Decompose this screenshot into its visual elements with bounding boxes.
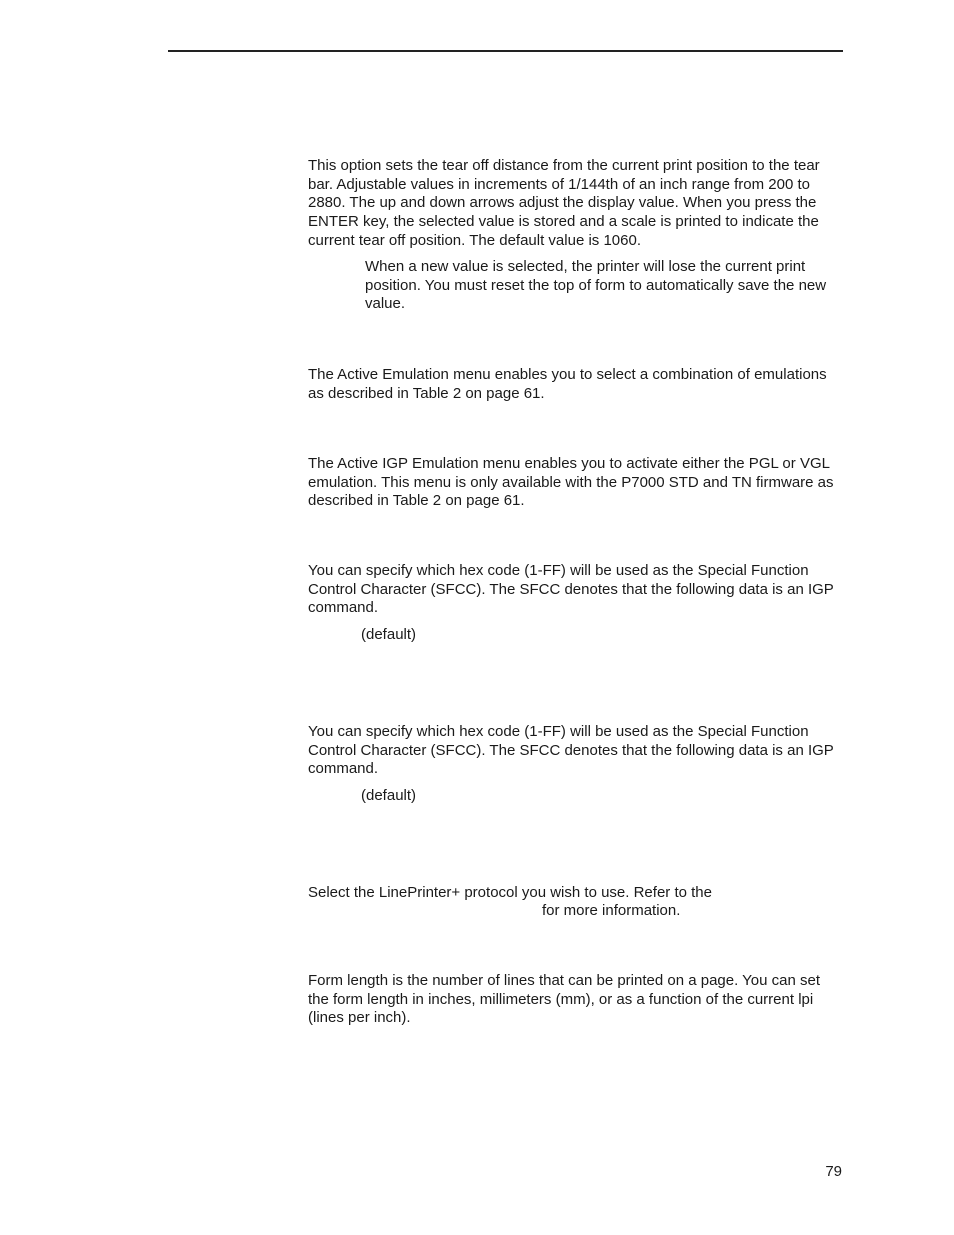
form-length-paragraph: Form length is the number of lines that can be printed on a page. You can set the form length in inches, millimeters (mm), or as a function of the current lpi (lines per inch). (308, 972, 820, 1027)
tear-off-paragraph: This option sets the tear off distance from the current print position to the tear bar. Adjustable values in increments of 1/144th of an inch range from 200 to 2880. The up and down arrows adjust the display value. When you press the ENTER key, the selected value is stored and a scale is printed to indicate the current tear off position. The default value is 1060. (308, 157, 820, 249)
sfcc-paragraph-2: You can specify which hex code (1-FF) will be used as the Special Function Control Character (SFCC). The SFCC denotes that the following data is an IGP command. (308, 723, 834, 778)
lineprinter-protocol-line-1: Select the LinePrinter+ protocol you wish to use. Refer to the (308, 884, 712, 901)
sfcc-default-label-1: (default) (361, 626, 417, 643)
active-emulation-paragraph: The Active Emulation menu enables you to select a combination of emulations as described in Table 2 on page 61. (308, 366, 827, 402)
page-number: 79 (825, 1163, 842, 1180)
sfcc-default-label-2: (default) (361, 787, 417, 804)
lineprinter-protocol-line-2: for more information. (542, 902, 681, 919)
sfcc-paragraph-1: You can specify which hex code (1-FF) will be used as the Special Function Control Character (SFCC). The SFCC denotes that the following data is an IGP command. (308, 562, 834, 617)
tear-off-note: When a new value is selected, the printer will lose the current print position. You must reset the top of form to automatically save the new value. (365, 258, 827, 313)
active-igp-emulation-paragraph: The Active IGP Emulation menu enables you to activate either the PGL or VGL emulation. This menu is only available with the P7000 STD and TN firmware as described in Table 2 on page 61. (308, 455, 834, 510)
header-rule (168, 50, 843, 52)
